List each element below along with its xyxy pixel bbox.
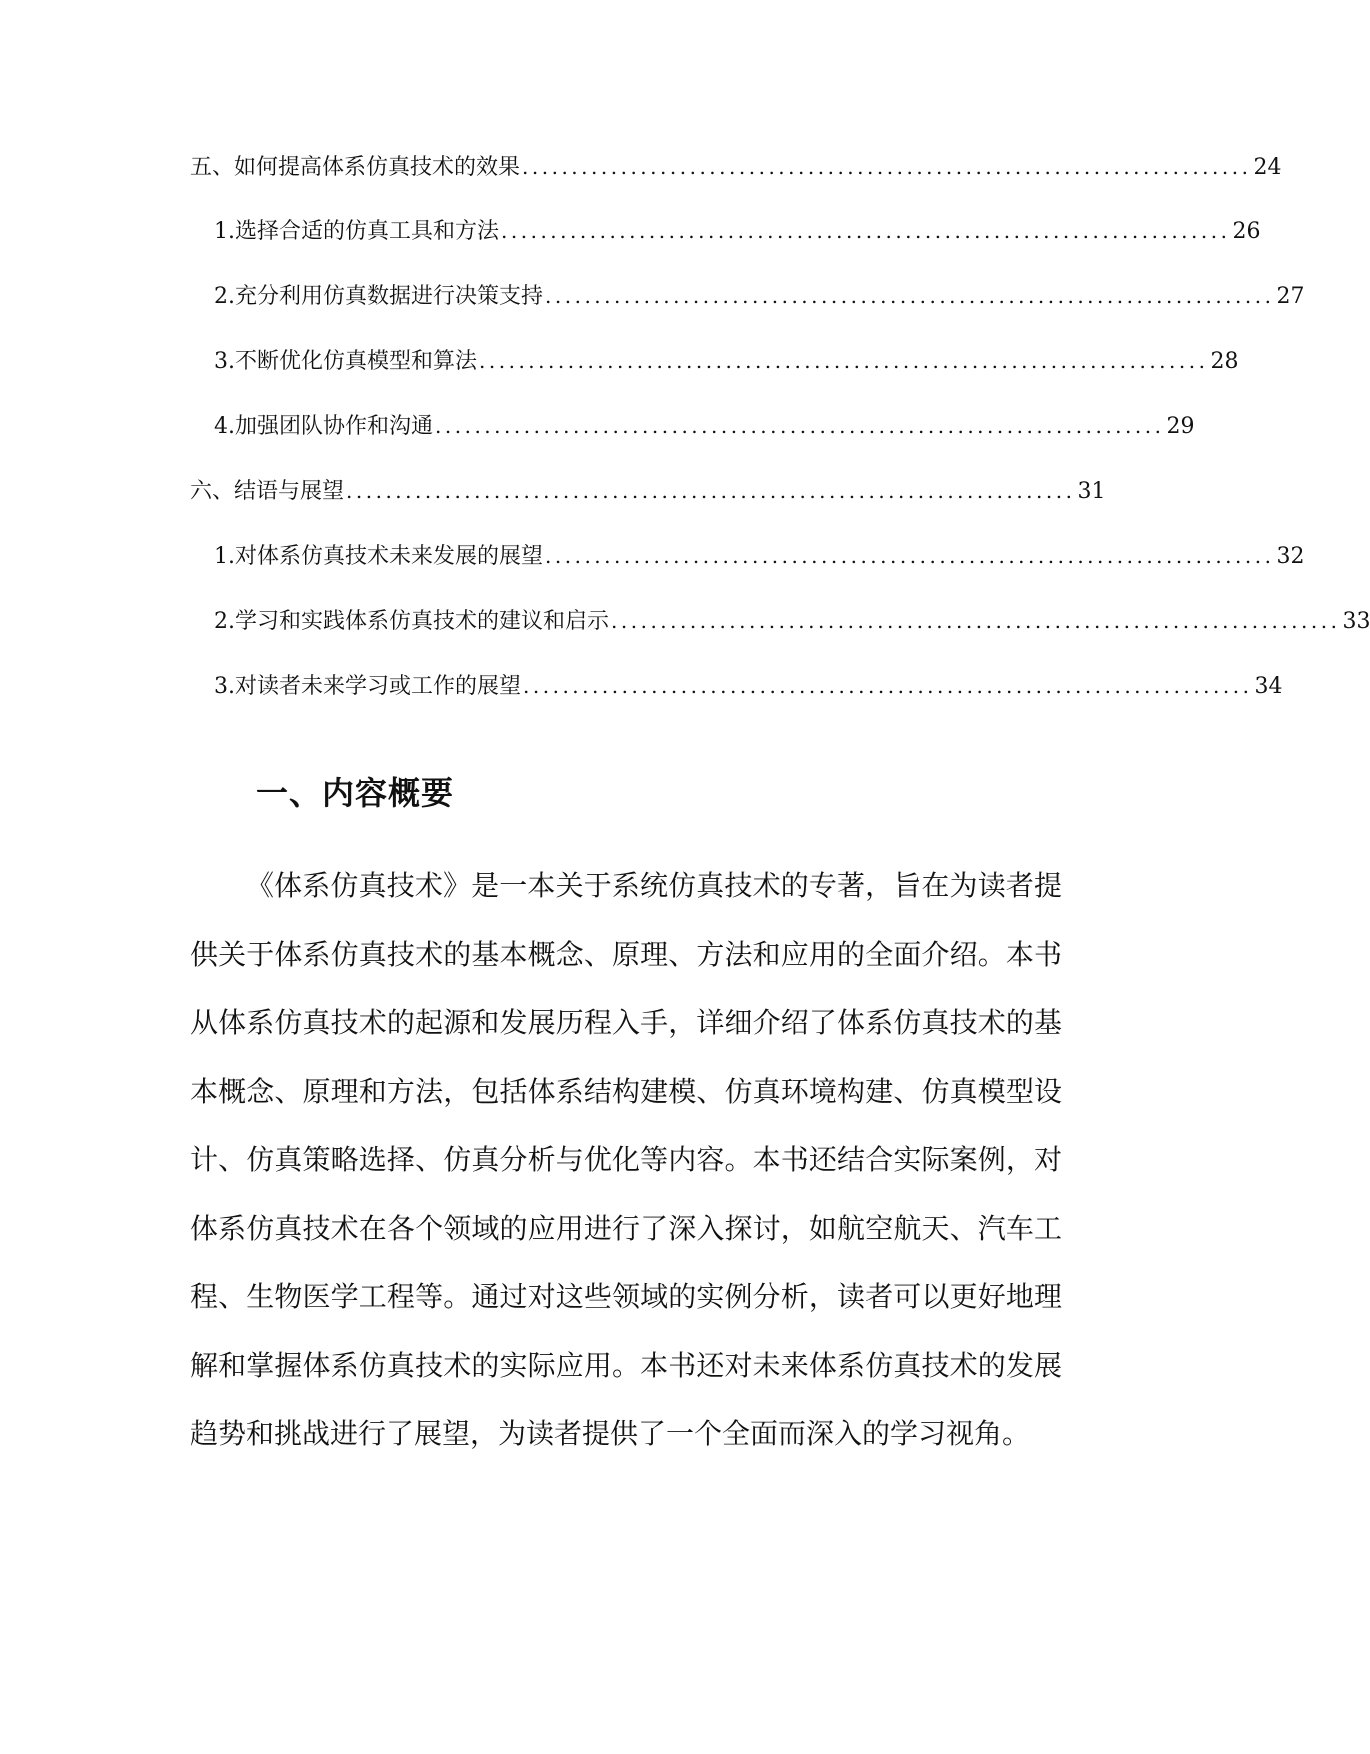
toc-entry-number: 1. [214,544,235,569]
toc-entry-number: 3. [214,674,235,699]
toc-entry-number: 3. [214,349,235,374]
toc-dot-leader: .......................................................................... [522,155,1252,179]
toc-entry-page: 34 [1254,674,1283,699]
toc-entry-page: 32 [1276,544,1305,569]
toc-entry-label: 五、如何提高体系仿真技术的效果 [190,155,521,180]
toc-entry-label: 充分利用仿真数据进行决策支持 [235,284,544,309]
toc-entry-section-6[interactable] [190,476,1106,507]
toc-entry-label: 不断优化仿真模型和算法 [235,349,478,374]
toc-dot-leader: .......................................................................... [545,544,1275,568]
toc-entry-6-2[interactable] [214,606,1370,637]
toc-entry-6-1[interactable] [214,541,1305,572]
toc-entry-page: 27 [1276,284,1305,309]
toc-entry-number: 2. [214,284,235,309]
toc-entry-5-1[interactable] [214,216,1261,247]
toc-dot-leader: .......................................................................... [545,284,1275,308]
toc-entry-page: 33 [1342,609,1370,634]
toc-entry-page: 28 [1210,349,1239,374]
toc-dot-leader: .......................................................................... [501,219,1231,243]
toc-entry-page: 24 [1253,155,1282,180]
toc-entry-label: 六、结语与展望 [190,479,345,504]
summary-paragraph: 《体系仿真技术》是一本关于系统仿真技术的专著，旨在为读者提供关于体系仿真技术的基本概念、原理、方法和应用的全面介绍。本书从体系仿真技术的起源和发展历程入手，详细介绍了体系仿真技术的基本概念、原理和方法，包括体系结构建模、仿真环境构建、仿真模型设计、仿真策略选择、仿真分析与优化等内容。本书还结合实际案例，对体系仿真技术在各个领域的应用进行了深入探讨，如航空航天、汽车工程、生物医学工程等。通过对这些领域的实例分析，读者可以更好地理解和掌握体系仿真技术的实际应用。本书还对未来体系仿真技术的发展趋势和挑战进行了展望，为读者提供了一个全面而深入的学习视角。 [190,869,1062,1450]
toc-dot-leader: .......................................................................... [479,349,1209,373]
toc-entry-5-4[interactable] [214,411,1195,442]
toc-entry-label: 选择合适的仿真工具和方法 [235,219,500,244]
toc-entry-page: 29 [1166,414,1195,439]
toc-entry-number: 4. [214,414,235,439]
toc-entry-section-5[interactable] [190,152,1282,183]
toc-entry-label: 加强团队协作和沟通 [235,414,434,439]
toc-entry-page: 26 [1232,219,1261,244]
toc-entry-number: 2. [214,609,235,634]
toc-entry-5-3[interactable] [214,346,1239,377]
section-heading: 一、内容概要 [256,774,455,812]
toc-entry-6-3[interactable] [214,671,1283,702]
toc-dot-leader: .......................................................................... [435,414,1165,438]
toc-dot-leader: .......................................................................... [346,479,1076,503]
toc-entry-label: 学习和实践体系仿真技术的建议和启示 [235,609,610,634]
toc-entry-label: 对读者未来学习或工作的展望 [235,674,522,699]
toc-entry-5-2[interactable] [214,281,1305,312]
toc-dot-leader: .......................................................................... [523,674,1253,698]
toc-dot-leader: .......................................................................... [611,609,1341,633]
toc-entry-page: 31 [1077,479,1106,504]
toc-entry-label: 对体系仿真技术未来发展的展望 [235,544,544,569]
toc-entry-number: 1. [214,219,235,244]
